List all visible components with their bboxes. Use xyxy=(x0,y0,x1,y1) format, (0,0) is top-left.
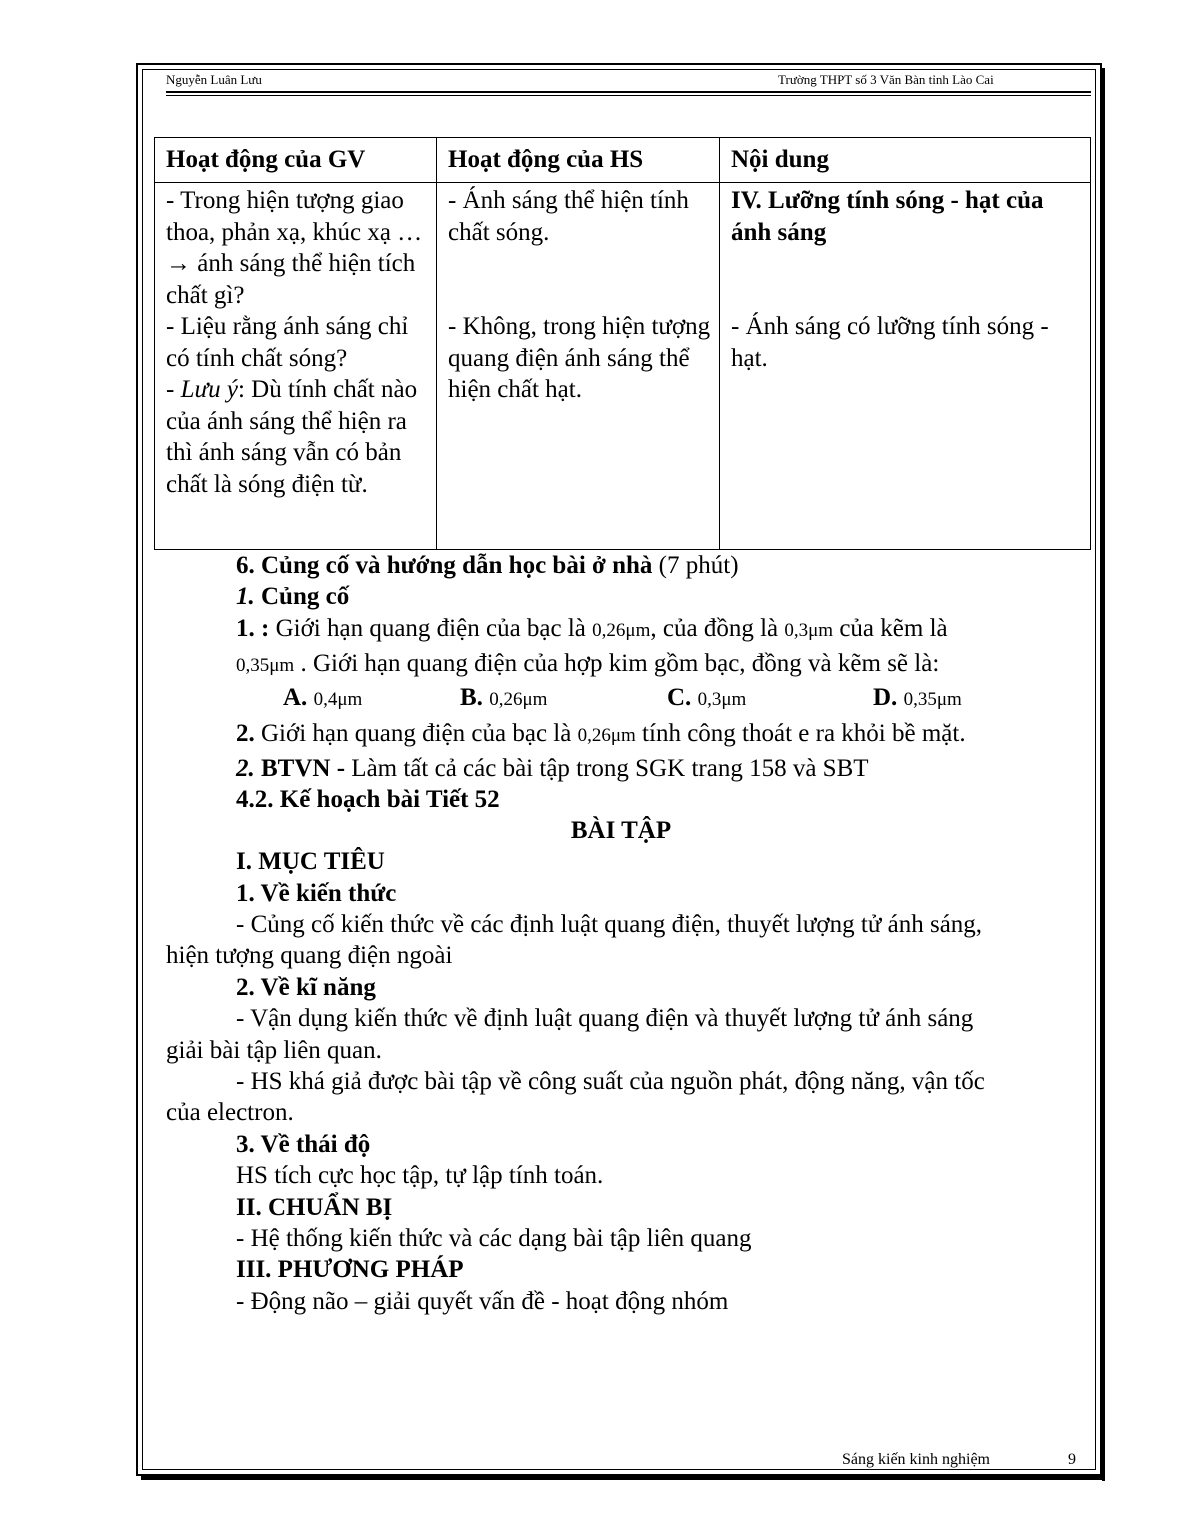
option-b xyxy=(460,684,547,712)
section-method: III. PHƯƠNG PHÁP xyxy=(236,1256,464,1283)
option-d-label: D. xyxy=(873,684,898,711)
objective-skill-line-1: - Vận dụng kiến thức về định luật quang điện và thuyết lượng tử ánh sáng xyxy=(236,1005,974,1032)
value-silver-limit: 0,26μm xyxy=(592,620,651,641)
content-title: IV. Lưỡng tính sóng - hạt của ánh sáng xyxy=(731,187,1044,246)
activity-table xyxy=(154,137,1091,550)
hs-answer-2: - Không, trong hiện tượng quang điện ánh sáng thể hiện chất hạt. xyxy=(448,313,711,403)
question-1-text-c: của kẽm là xyxy=(839,615,948,642)
gv-cell xyxy=(155,183,437,550)
gv-note-text: : Dù tính chất nào của ánh sáng thể hiện ra thì ánh sáng vẫn có bản chất là sóng điện từ. xyxy=(166,376,418,498)
sub1-title: Củng cố xyxy=(261,583,350,610)
value-copper-limit: 0,3μm xyxy=(784,620,834,641)
option-a xyxy=(283,684,362,712)
page-border-shadow-right xyxy=(1102,68,1105,1481)
hs-answer-1: - Ánh sáng thể hiện tính chất sóng. xyxy=(448,187,689,246)
table-row xyxy=(155,183,1091,550)
homework-number: 2. xyxy=(236,755,255,782)
header-author: Nguyễn Luân Lưu xyxy=(166,72,262,87)
option-a-label: A. xyxy=(283,684,308,711)
option-c-value: 0,3μm xyxy=(697,689,747,710)
question-2-value: 0,26μm xyxy=(577,725,636,746)
sub1-number: 1. xyxy=(236,583,255,610)
section6-title: 6. Củng cố và hướng dẫn học bài ở nhà xyxy=(236,552,653,579)
section6-heading xyxy=(236,550,739,581)
homework-line xyxy=(236,753,869,784)
header-rule xyxy=(166,91,1091,93)
value-zinc-limit: 0,35μm xyxy=(236,655,295,676)
section6-time: (7 phút) xyxy=(658,552,739,579)
homework-dash: - xyxy=(336,755,346,782)
objective-knowledge-line-2: hiện tượng quang điện ngoài xyxy=(166,942,453,969)
question-1-cont xyxy=(236,648,939,681)
gv-note: - Lưu ý: Dù tính chất nào của ánh sáng thể hiện ra thì ánh sáng vẫn có bản chất là sóng điện từ. xyxy=(166,376,418,498)
objective-attitude-heading: 3. Về thái độ xyxy=(236,1131,371,1158)
objective-knowledge-line-1: - Củng cố kiến thức về các định luật quang điện, thuyết lượng tử ánh sáng, xyxy=(236,911,983,938)
question-2 xyxy=(236,718,966,751)
option-b-value: 0,26μm xyxy=(489,689,548,710)
gv-question-1: - Trong hiện tượng giao thoa, phản xạ, khúc xạ … → ánh sáng thể hiện tích chất gì? xyxy=(166,187,423,309)
option-c xyxy=(667,684,746,712)
plan-title: BÀI TẬP xyxy=(570,817,672,844)
objective-skill-line-4: của electron. xyxy=(166,1099,294,1126)
homework-text: Làm tất cả các bài tập trong SGK trang 158 và SBT xyxy=(351,755,869,782)
objective-skill-line-3: - HS khá giả được bài tập về công suất của nguồn phát, động năng, vận tốc xyxy=(236,1068,985,1095)
objective-skill-heading: 2. Về kĩ năng xyxy=(236,974,376,1001)
question-2-text-b: tính công thoát e ra khỏi bề mặt. xyxy=(642,720,966,747)
page-number: 9 xyxy=(1068,1451,1076,1468)
option-a-value: 0,4μm xyxy=(313,689,363,710)
content-text: - Ánh sáng có lưỡng tính sóng - hạt. xyxy=(731,313,1049,372)
objective-attitude-line: HS tích cực học tập, tự lập tính toán. xyxy=(236,1162,604,1189)
sub-heading-consolidation xyxy=(236,581,349,612)
hs-cell xyxy=(437,183,720,550)
objective-knowledge-heading: 1. Về kiến thức xyxy=(236,880,397,907)
preparation-line: - Hệ thống kiến thức và các dạng bài tập liên quang xyxy=(236,1225,752,1252)
question-1-text-b: , của đồng là xyxy=(650,615,779,642)
content-cell xyxy=(720,183,1091,550)
plan-heading: 4.2. Kế hoạch bài Tiết 52 xyxy=(236,786,500,813)
page-border-shadow-bottom xyxy=(141,1476,1105,1480)
section-preparation: II. CHUẨN BỊ xyxy=(236,1194,393,1221)
question-1-number: 1. : xyxy=(236,615,270,642)
header-school: Trường THPT số 3 Văn Bàn tỉnh Lào Cai xyxy=(778,72,994,87)
homework-title: BTVN xyxy=(261,755,331,782)
method-line: - Động não – giải quyết vấn đề - hoạt động nhóm xyxy=(236,1288,729,1315)
question-1-text-d: . Giới hạn quang điện của hợp kim gồm bạc, đồng và kẽm sẽ là: xyxy=(300,650,940,677)
option-d-value: 0,35μm xyxy=(903,689,962,710)
question-2-number: 2. xyxy=(236,720,255,747)
option-b-label: B. xyxy=(460,684,483,711)
gv-question-2: - Liệu rằng ánh sáng chỉ có tính chất sóng? xyxy=(166,313,409,372)
table-header-row xyxy=(155,138,1091,183)
footer-label: Sáng kiến kinh nghiệm xyxy=(842,1451,990,1468)
table-header-content: Nội dung xyxy=(720,138,1091,183)
option-d xyxy=(873,684,962,712)
question-2-text-a: Giới hạn quang điện của bạc là xyxy=(261,720,572,747)
section-objectives: I. MỤC TIÊU xyxy=(236,848,385,875)
question-1 xyxy=(236,613,948,646)
header-rule-thin xyxy=(166,95,1091,96)
question-1-text-a: Giới hạn quang điện của bạc là xyxy=(275,615,586,642)
gv-note-label: Lưu ý xyxy=(180,376,238,403)
table-header-gv: Hoạt động của GV xyxy=(155,138,437,183)
objective-skill-line-2: giải bài tập liên quan. xyxy=(166,1037,382,1064)
table-header-hs: Hoạt động của HS xyxy=(437,138,720,183)
option-c-label: C. xyxy=(667,684,692,711)
